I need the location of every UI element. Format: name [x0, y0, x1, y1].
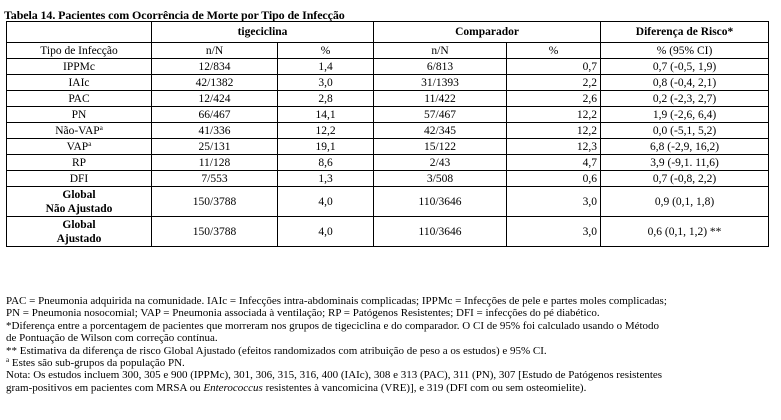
summary-row: [7, 187, 769, 217]
comp-pct-cell: 12,2: [507, 107, 601, 123]
tige-nN-cell: 66/467: [152, 107, 278, 123]
tige-nN-cell: 12/834: [152, 59, 278, 75]
tige-nN-cell: 12/424: [152, 91, 278, 107]
note-studies-2a: gram-positivos em pacientes com MRSA ou: [6, 381, 204, 394]
tige-nN-cell: 42/1382: [152, 75, 278, 91]
risk-diff-cell: 6,8 (-2,9, 16,2): [601, 139, 769, 155]
col-header-nN-tige: n/N: [152, 43, 278, 59]
infection-type-cell: [7, 91, 152, 107]
comp-pct-cell: 3,0: [507, 187, 601, 217]
deaths-table: [6, 21, 769, 247]
infection-type-label: PAC: [68, 92, 90, 105]
note-studies-1: Nota: Os estudos incluem 300, 305 e 900 (IPPMc), 301, 306, 315, 316, 400 (IAIc), 308 e 313 (PAC), 311 (PN), 307 [Estudo de Patógenos resistentes: [6, 369, 663, 382]
comp-nN-cell: 110/3646: [374, 217, 507, 247]
summary-label-line1: Global: [62, 188, 96, 201]
comp-pct-cell: 2,2: [507, 75, 601, 91]
table-row: [7, 155, 769, 171]
risk-diff-cell: 0,8 (-0,4, 2,1): [601, 75, 769, 91]
col-header-pct-tige: %: [278, 43, 374, 59]
risk-diff-cell: 0,0 (-5,1, 5,2): [601, 123, 769, 139]
infection-type-label: RP: [71, 156, 87, 169]
comp-nN-cell: 6/813: [374, 59, 507, 75]
col-header-nN-comp: n/N: [374, 43, 507, 59]
risk-diff-cell: 0,2 (-2,3, 2,7): [601, 91, 769, 107]
comp-pct-cell: 2,6: [507, 91, 601, 107]
group-header-risk-diff: Diferença de Risco*: [601, 22, 769, 43]
table-row: [7, 123, 769, 139]
footnotes: [6, 295, 772, 394]
infection-type-cell: [7, 107, 152, 123]
table-row: [7, 91, 769, 107]
infection-type-label: PN: [71, 108, 87, 121]
note-subgroup-mark: a: [6, 356, 10, 365]
comp-nN-cell: 57/467: [374, 107, 507, 123]
comp-nN-cell: 2/43: [374, 155, 507, 171]
note-studies-2-italic: Enterococcus: [203, 381, 263, 394]
tige-pct-cell: 4,0: [278, 217, 374, 247]
infection-type-label: Não-VAP: [55, 124, 100, 137]
note-abbrev-2: PN = Pneumonia nosocomial; VAP = Pneumonia associada à ventilação; RP = Patógenos Resistentes; DFI = infecções do pé diabético.: [6, 307, 600, 320]
tige-pct-cell: 1,4: [278, 59, 374, 75]
infection-type-label: DFI: [69, 172, 89, 185]
col-header-ci: % (95% CI): [601, 43, 769, 59]
risk-diff-cell: 1,9 (-2,6, 6,4): [601, 107, 769, 123]
risk-diff-cell: 0,7 (-0,8, 2,2): [601, 171, 769, 187]
corner-cell: [7, 22, 152, 43]
note-subgroup-text: Estes são sub-grupos da população PN.: [9, 357, 185, 370]
comp-pct-cell: 0,7: [507, 59, 601, 75]
table-row: [7, 75, 769, 91]
table-row: [7, 139, 769, 155]
infection-type-label: IPPMc: [63, 60, 95, 73]
tige-pct-cell: 3,0: [278, 75, 374, 91]
tige-pct-cell: 8,6: [278, 155, 374, 171]
note-star-1: *Diferença entre a porcentagem de pacientes que morreram nos grupos de tigeciclina e do comparador. O CI de 95% foi calculado usando o Método: [6, 319, 660, 332]
tige-pct-cell: 1,3: [278, 171, 374, 187]
infection-type-cell: [7, 155, 152, 171]
summary-label-line2: Não Ajustado: [45, 202, 113, 215]
infection-type-cell: [7, 75, 152, 91]
comp-nN-cell: 31/1393: [374, 75, 507, 91]
infection-type-cell: [7, 171, 152, 187]
tige-nN-cell: 11/128: [152, 155, 278, 171]
summary-row: [7, 217, 769, 247]
tige-nN-cell: 7/553: [152, 171, 278, 187]
note-double-star: ** Estimativa da diferença de risco Global Ajustado (efeitos randomizados com atribuição de peso a os estudos) e 95% CI.: [6, 344, 547, 357]
comp-pct-cell: 12,2: [507, 123, 601, 139]
group-header-comparador: Comparador: [374, 22, 601, 43]
risk-diff-cell: 3,9 (-9,1. 11,6): [601, 155, 769, 171]
risk-diff-cell: 0,9 (0,1, 1,8): [601, 187, 769, 217]
tige-nN-cell: 150/3788: [152, 187, 278, 217]
infection-type-label: VAP: [66, 140, 89, 153]
comp-pct-cell: 12,3: [507, 139, 601, 155]
tige-pct-cell: 12,2: [278, 123, 374, 139]
infection-type-cell: [7, 59, 152, 75]
comp-nN-cell: 11/422: [374, 91, 507, 107]
tige-nN-cell: 41/336: [152, 123, 278, 139]
table-body: [7, 59, 769, 247]
group-header-tigeciclina: tigeciclina: [152, 22, 374, 43]
summary-label-cell: [7, 217, 152, 247]
note-studies-2b: resistentes à vancomicina (VRE)], e 319 (DFI com ou sem osteomielite).: [262, 381, 587, 394]
table-row: [7, 171, 769, 187]
tige-nN-cell: 25/131: [152, 139, 278, 155]
col-header-type: Tipo de Infecção: [7, 43, 152, 59]
subgroup-mark: a: [99, 123, 103, 132]
tige-pct-cell: 2,8: [278, 91, 374, 107]
table-row: [7, 59, 769, 75]
risk-diff-cell: 0,6 (0,1, 1,2) **: [601, 217, 769, 247]
comp-pct-cell: 0,6: [507, 171, 601, 187]
infection-type-label: IAIc: [68, 76, 90, 89]
infection-type-cell: [7, 139, 152, 155]
tige-pct-cell: 14,1: [278, 107, 374, 123]
comp-nN-cell: 42/345: [374, 123, 507, 139]
subgroup-mark: a: [88, 139, 92, 148]
tige-pct-cell: 4,0: [278, 187, 374, 217]
summary-label-cell: [7, 187, 152, 217]
comp-nN-cell: 3/508: [374, 171, 507, 187]
comp-pct-cell: 3,0: [507, 217, 601, 247]
tige-nN-cell: 150/3788: [152, 217, 278, 247]
comp-nN-cell: 110/3646: [374, 187, 507, 217]
note-star-2: de Pontuação de Wilson com correção contínua.: [6, 332, 218, 345]
note-subgroup: [6, 357, 772, 369]
table-title: Tabela 14. Pacientes com Ocorrência de Morte por Tipo de Infecção: [4, 8, 345, 22]
risk-diff-cell: 0,7 (-0,5, 1,9): [601, 59, 769, 75]
summary-label-line1: Global: [62, 218, 96, 231]
note-abbrev-1: PAC = Pneumonia adquirida na comunidade. IAIc = Infecções intra-abdominais complicadas; IPPMc = Infecções de pele e partes moles complicadas;: [6, 295, 667, 307]
summary-label-line2: Ajustado: [56, 232, 102, 245]
note-studies-2: [6, 382, 772, 394]
tige-pct-cell: 19,1: [278, 139, 374, 155]
table-row: [7, 107, 769, 123]
comp-nN-cell: 15/122: [374, 139, 507, 155]
infection-type-cell: [7, 123, 152, 139]
col-header-pct-comp: %: [507, 43, 601, 59]
comp-pct-cell: 4,7: [507, 155, 601, 171]
